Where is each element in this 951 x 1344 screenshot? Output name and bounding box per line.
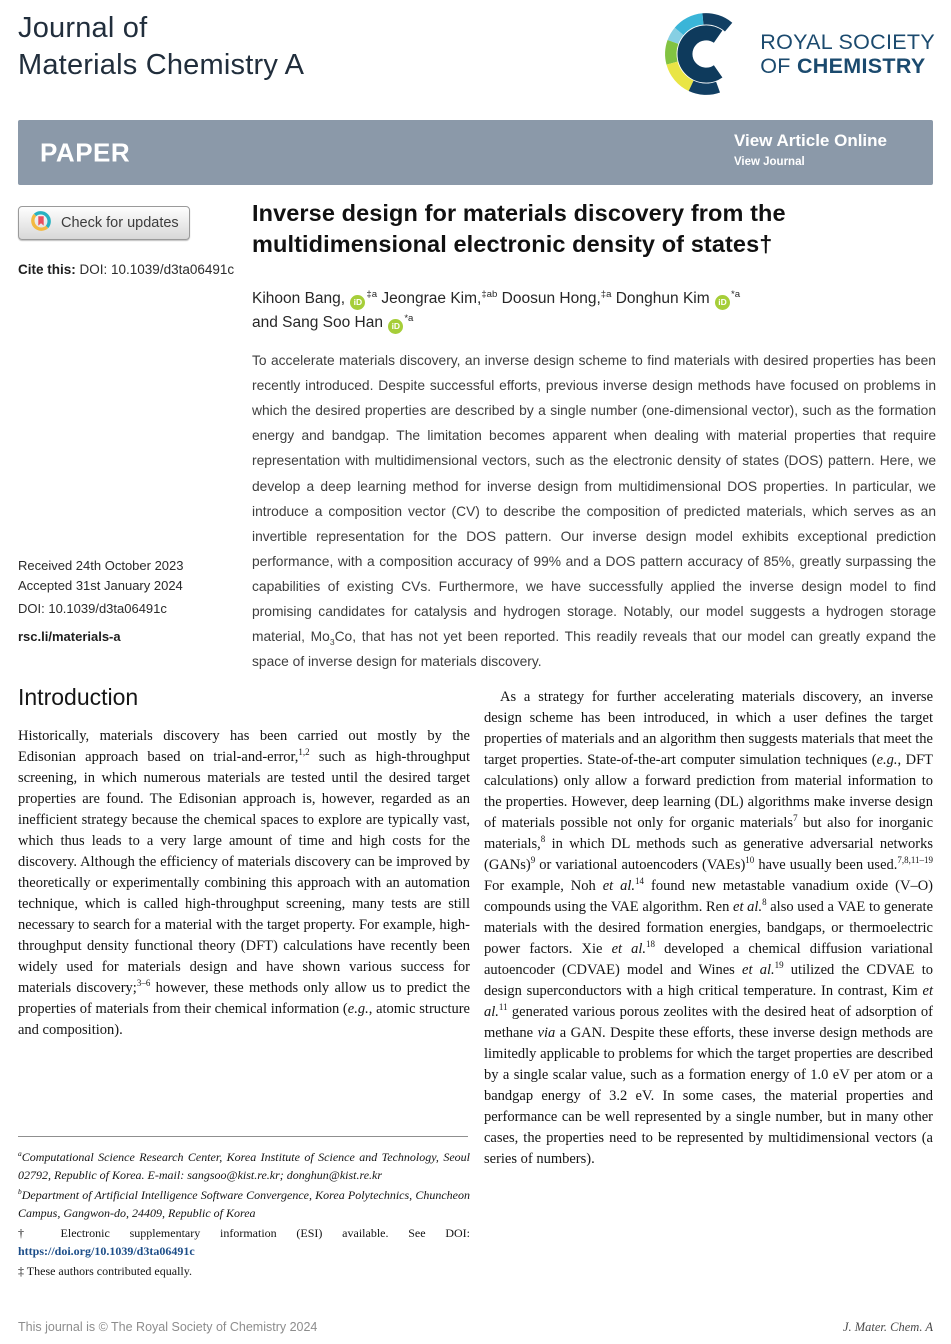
affiliation-a-text: Computational Science Research Center, Korea Institute of Science and Technology, Seoul 02792, Republic of Korea. E-mail: sangsoo@kist.re.kr; donghun@kist.re.kr	[18, 1150, 470, 1182]
rsc-logo-text	[760, 30, 935, 78]
accepted-date: Accepted 31st January 2024	[18, 577, 183, 593]
author-name: Jeongrae Kim,	[381, 290, 482, 307]
cite-this-line	[18, 262, 234, 277]
journal-title-line2: Materials Chemistry A	[18, 48, 305, 81]
footnote-esi-doi-link[interactable]: https://doi.org/10.1039/d3ta06491c	[18, 1244, 195, 1258]
check-for-updates-label: Check for updates	[61, 215, 179, 231]
orcid-icon[interactable]: iD	[715, 295, 730, 310]
check-for-updates-icon	[29, 209, 53, 238]
footnote-esi	[18, 1224, 470, 1260]
rsc-logo	[662, 8, 935, 100]
received-date: Received 24th October 2023	[18, 558, 184, 573]
footer-copyright: This journal is © The Royal Society of Chemistry 2024	[18, 1320, 318, 1334]
introduction-heading: Introduction	[18, 684, 139, 710]
author-name: Kihoon Bang,	[252, 290, 346, 307]
rsc-c-swirl-icon	[662, 8, 750, 100]
check-for-updates-button[interactable]	[18, 206, 190, 240]
received-accepted-dates	[18, 556, 184, 595]
footnote-esi-text: † Electronic supplementary information (ESI) available. See DOI:	[18, 1226, 470, 1240]
footer-journal-abbrev: J. Mater. Chem. A	[842, 1320, 933, 1334]
journal-title	[18, 10, 304, 83]
orcid-icon[interactable]: iD	[350, 295, 365, 310]
author-list	[252, 287, 892, 335]
author-marker: ‡a	[366, 288, 378, 300]
author-name: Doosun Hong,	[501, 290, 601, 307]
rsc-logo-text-line1: ROYAL SOCIETY	[760, 29, 935, 54]
abstract-text: To accelerate materials discovery, an inverse design scheme to find materials with desired properties has been recently introduced. Despite successful efforts, previous inverse design methods have focused on problems in which the desired properties are described by a single number (one-dimensional vector), such as the formation energy and bandgap. The limitation becomes apparent when dealing with material properties that require representation with multidimensional vectors, such as the electronic density of states (DOS) pattern. Here, we develop a deep learning method for inverse design from multidimensional DOS properties. In particular, we introduce a composition vector (CV) to describe the composition of predicted materials, which serves as an invertible representation for the DOS pattern. Our inverse design model exhibits exceptional prediction performance, with a composition accuracy of 99% and a DOS pattern accuracy of 85%, greatly surpassing the capabilities of existing CVs. Furthermore, we have successfully applied the inverse design model to find promising candidates for catalysis and hydrogen storage. Notably, our model suggests a hydrogen storage material, $Mo_3Co$, that has not yet been reported. This readily reveals that our model can greatly expand the space of inverse design for materials discovery.	[252, 353, 937, 670]
author-marker: *a	[730, 288, 741, 300]
affiliation-b-text: Department of Artificial Intelligence Software Convergence, Korea Polytechnics, Chuncheon Campus, Gangwon-do, 24409, Republic of Korea	[18, 1188, 470, 1220]
author-marker: ‡ab	[481, 288, 498, 300]
footnote-equal-contribution: ‡ These authors contributed equally.	[18, 1264, 192, 1278]
journal-title-line1: Journal of	[18, 12, 148, 44]
affiliation-b-sup: b	[18, 1187, 22, 1196]
cite-this-doi: DOI: 10.1039/d3ta06491c	[75, 262, 235, 277]
intro-paragraph-1: Historically, materials discovery has been carried out mostly by the Edisonian approach based on trial-and-error,$^{1,2}$ such as high-throughput screening, in which numerous materials are tested until the desired target properties are found. The Edisonian approach is, however, regarded as an inefficient strategy because the chemical spaces to explore are typically vast, which thus leads to a very large amount of time and high costs for the discovery. Although the efficiency of materials discovery can be improved by theoretically or experimentally combining this approach with an automation technique, which is called high-throughput screening, many tests are still necessary to search for a material with the target property. For example, high-throughput density functional theory (DFT) calculations have recently been widely used for materials design and have shown various success for materials discovery;$^{3-6}$ however, these methods only allow us to predict the properties of materials from their chemical information (e.g., atomic structure and composition).	[18, 728, 471, 1039]
journal-site-link[interactable]: rsc.li/materials-a	[18, 629, 121, 644]
view-article-online-link[interactable]: View Article Online	[733, 131, 887, 150]
intro-paragraph-2: As a strategy for further accelerating materials discovery, an inverse design scheme has been introduced, in which a user defines the target properties of materials and an algorithm then suggests materials that meet the target properties. State-of-the-art computer simulation techniques (e.g., DFT calculations) only allow a forward prediction from material information to the properties. However, deep learning (DL) algorithms make inverse design of materials possible not only for organic materials$^7$ but also for inorganic materials,$^8$ in which DL methods such as generative adversarial networks (GANs)$^9$ or variational autoencoders (VAEs)$^{10}$ have usually been used.$^{7,8,11-19}$ For example, Noh et al.$^{14}$ found new metastable vanadium oxide (V–O) compounds using the VAE algorithm. Ren et al.$^8$ also used a VAE to generate materials with the desired formation energies, bandgaps, or thermoelectric power factors. Xie et al.$^{18}$ developed a chemical diffusion variational autoencoder (CDVAE) model and Wines et al.$^{19}$ utilized the CDVAE to design superconductors with a high critical temperature. In contrast, Kim et al.$^{11}$ generated various porous zeolites with the desired heat of adsorption of methane via a GAN. Despite these efforts, these inverse design methods are limitedly applicable to problems for which the target properties are described by a single scalar value, such as a formation energy of 1.0 eV per atom or a bandgap energy of 3.2 eV. In some cases, the material properties and performance can be well represented by a single number, but in many other cases, the properties need to be represented by multidimensional vectors (a series of numbers).	[484, 689, 934, 1168]
paper-type-banner	[18, 120, 933, 185]
banner-links	[734, 131, 887, 168]
doi-line: DOI: 10.1039/d3ta06491c	[18, 601, 167, 616]
affiliation-a	[18, 1148, 470, 1184]
footnotes	[18, 1146, 470, 1282]
affiliation-a-sup: a	[18, 1149, 22, 1158]
article-title: Inverse design for materials discovery from the multidimensional electronic density of states†	[252, 200, 786, 258]
rsc-logo-chemistry: CHEMISTRY	[796, 54, 926, 78]
body-column-right	[484, 687, 933, 1170]
rsc-logo-of: OF	[760, 54, 797, 78]
author-marker: ‡a	[600, 288, 612, 300]
author-name: Donghun Kim	[615, 290, 710, 307]
author-marker: *a	[404, 312, 414, 324]
view-journal-link[interactable]: View Journal	[733, 156, 805, 168]
rsc-logo-text-line2	[760, 54, 935, 78]
body-column-left	[18, 726, 470, 1041]
orcid-icon[interactable]: iD	[388, 319, 403, 334]
affiliation-b	[18, 1186, 470, 1222]
paper-type-label: PAPER	[40, 137, 131, 167]
footnote-divider	[18, 1136, 468, 1137]
cite-this-label: Cite this:	[18, 262, 76, 277]
author-name: and Sang Soo Han	[252, 314, 383, 332]
